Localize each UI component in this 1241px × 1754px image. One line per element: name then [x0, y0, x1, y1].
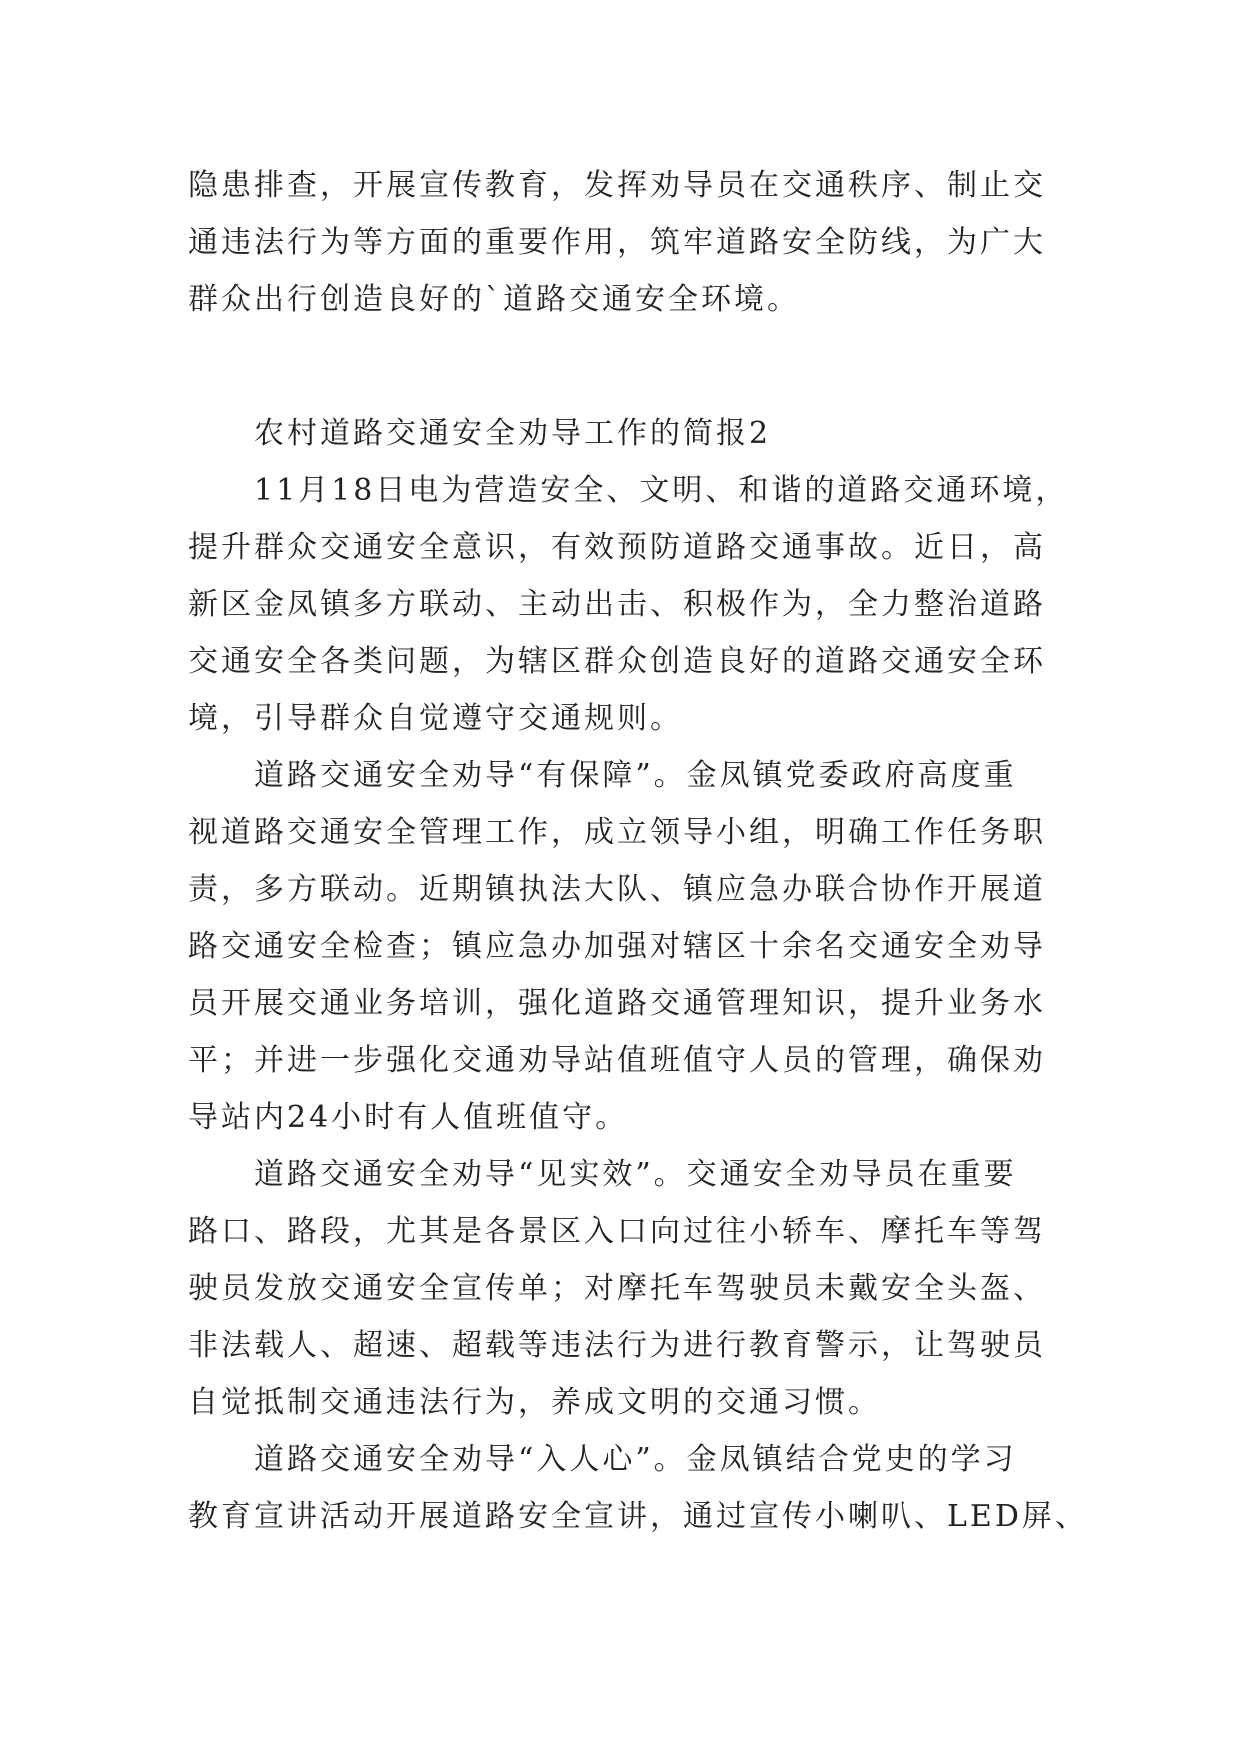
section-heading: 农村道路交通安全劝导工作的简报2	[254, 416, 772, 451]
paragraph-line: 道路交通安全劝导“入人心”。金凤镇结合党史的学习	[254, 1442, 1017, 1477]
paragraph-line: 群众出行创造良好的`道路交通安全环境。	[188, 282, 800, 317]
paragraph-line: 导站内24小时有人值班值守。	[188, 1100, 629, 1135]
paragraph-line: 平；并进一步强化交通劝导站值班值守人员的管理，确保劝	[188, 1043, 1046, 1078]
paragraph-line: 隐患排查，开展宣传教育，发挥劝导员在交通秩序、制止交	[188, 168, 1046, 203]
paragraph-line: 员开展交通业务培训，强化道路交通管理知识，提升业务水	[188, 986, 1046, 1021]
paragraph-line: 路口、路段，尤其是各景区入口向过往小轿车、摩托车等驾	[188, 1214, 1046, 1249]
paragraph-line: 路交通安全检查；镇应急办加强对辖区十余名交通安全劝导	[188, 929, 1046, 964]
paragraph-line: 通违法行为等方面的重要作用，筑牢道路安全防线，为广大	[188, 225, 1046, 260]
paragraph-line: 新区金凤镇多方联动、主动出击、积极作为，全力整治道路	[188, 587, 1046, 622]
paragraph-line: 自觉抵制交通违法行为，养成文明的交通习惯。	[188, 1385, 881, 1420]
paragraph-line: 责，多方联动。近期镇执法大队、镇应急办联合协作开展道	[188, 872, 1046, 907]
paragraph-line: 境，引导群众自觉遵守交通规则。	[188, 701, 683, 736]
paragraph-line: 非法载人、超速、超载等违法行为进行教育警示，让驾驶员	[188, 1328, 1046, 1363]
paragraph-line: 驶员发放交通安全宣传单；对摩托车驾驶员未戴安全头盔、	[188, 1271, 1046, 1306]
paragraph-line: 教育宣讲活动开展道路安全宣讲，通过宣传小喇叭、LED屏、	[188, 1499, 1088, 1534]
paragraph-line: 11月18日电为营造安全、文明、和谐的道路交通环境，	[254, 473, 1069, 508]
paragraph-line: 道路交通安全劝导“见实效”。交通安全劝导员在重要	[254, 1157, 1017, 1192]
paragraph-line: 道路交通安全劝导“有保障”。金凤镇党委政府高度重	[254, 758, 1017, 793]
paragraph-line: 交通安全各类问题，为辖区群众创造良好的道路交通安全环	[188, 644, 1046, 679]
blank-line	[188, 328, 1068, 405]
paragraph-line: 提升群众交通安全意识，有效预防道路交通事故。近日，高	[188, 530, 1046, 565]
paragraph-line: 视道路交通安全管理工作，成立领导小组，明确工作任务职	[188, 815, 1046, 850]
document-body	[188, 157, 1088, 1545]
